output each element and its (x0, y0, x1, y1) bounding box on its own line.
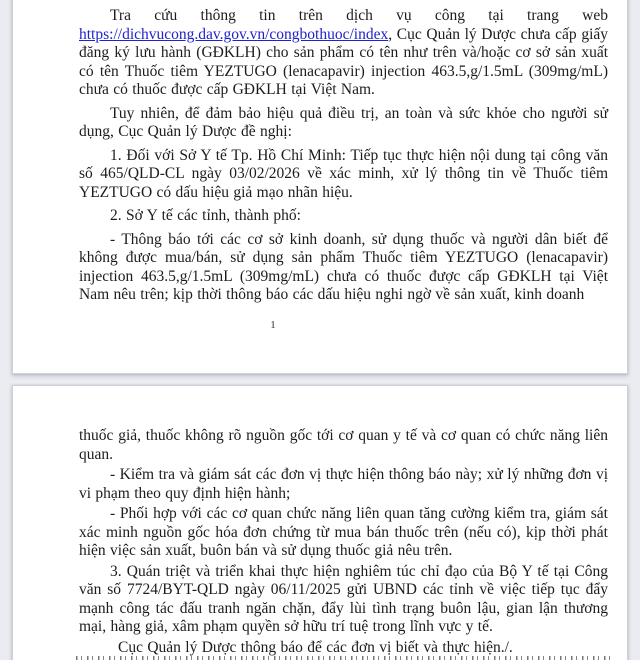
paragraph: 1. Đối với Sở Y tế Tp. Hồ Chí Minh: Tiếp tục thực hiện nội dung tại công văn số 465/QLD-CL ngày 03/02/2026 về xác minh, xử lý thông tin về Thuốc tiêm YEZTUGO có dấu hiệu giả mạo nhãn hiệu. (79, 146, 608, 201)
paragraph: 3. Quán triệt và triển khai thực hiện nghiêm túc chỉ đạo của Bộ Y tế tại Công văn số 7724/BYT-QLD ngày 06/11/2025 gửi UBND các tỉnh về việc tiếp tục đẩy mạnh công tác đấu tranh ngăn chặn, đẩy lùi tình trạng buôn lậu, gian lận thương mại, hàng giả, xâm phạm quyền sở hữu trí tuệ trong lĩnh vực y tế. (79, 562, 608, 635)
paragraph-text: , Cục Quản lý Dược chưa cấp giấy đăng ký lưu hành (GĐKLH) cho sản phẩm có tên như trên và/hoặc cơ sở sản xuất có tên Thuốc tiêm YEZTUGO (lenacapavir) injection 463.5,g/1.5mL (309mg/mL) chưa có thuốc được cấp GĐKLH tại Việt Nam. (79, 25, 608, 98)
paragraph: Cục Quản lý Dược thông báo để các đơn vị biết và thực hiện./. (118, 638, 513, 656)
paragraph (79, 7, 608, 100)
page-2-content (13, 386, 627, 657)
page-1-content (13, 0, 627, 305)
document-link[interactable]: https://dichvucong.dav.gov.vn/congbothuoc/index (79, 25, 389, 43)
page-2 (12, 385, 628, 660)
page-number: 1 (270, 319, 276, 331)
paragraph: - Kiểm tra và giám sát các đơn vị thực hiện thông báo này; xử lý những đơn vị vi phạm theo quy định hiện hành; (79, 466, 608, 502)
clipped-text-line (76, 656, 614, 660)
paragraph-text: Tra cứu thông tin trên dịch vụ công tại trang web (110, 7, 608, 24)
paragraph: Tuy nhiên, để đảm bảo hiệu quả điều trị, an toàn và sức khỏe cho người sử dụng, Cục Quản lý Dược đề nghị: (79, 104, 608, 140)
paragraph: 2. Sở Y tế các tỉnh, thành phố: (110, 207, 301, 224)
paragraph: thuốc giả, thuốc không rõ nguồn gốc tới cơ quan y tế và cơ quan có chức năng liên quan. (79, 427, 608, 463)
page-1 (12, 0, 628, 374)
paragraph: - Phối hợp với các cơ quan chức năng liên quan tăng cường kiểm tra, giám sát xác minh nguồn gốc hóa đơn chứng từ mua bán thuốc trên (nếu có), kịp thời phát hiện việc sản xuất, buôn bán và sử dụng thuốc giả nêu trên. (79, 505, 608, 559)
paragraph: - Thông báo tới các cơ sở kinh doanh, sử dụng thuốc và người dân biết để không được mua/bán, sử dụng sản phẩm Thuốc tiêm YEZTUGO (lenacapavir) injection 463.5,g/1.5mL (309mg/mL) chưa có thuốc được cấp GĐKLH tại Việt Nam nêu trên; kịp thời thông báo các dấu hiệu nghi ngờ về sản xuất, kinh doanh (79, 230, 608, 303)
